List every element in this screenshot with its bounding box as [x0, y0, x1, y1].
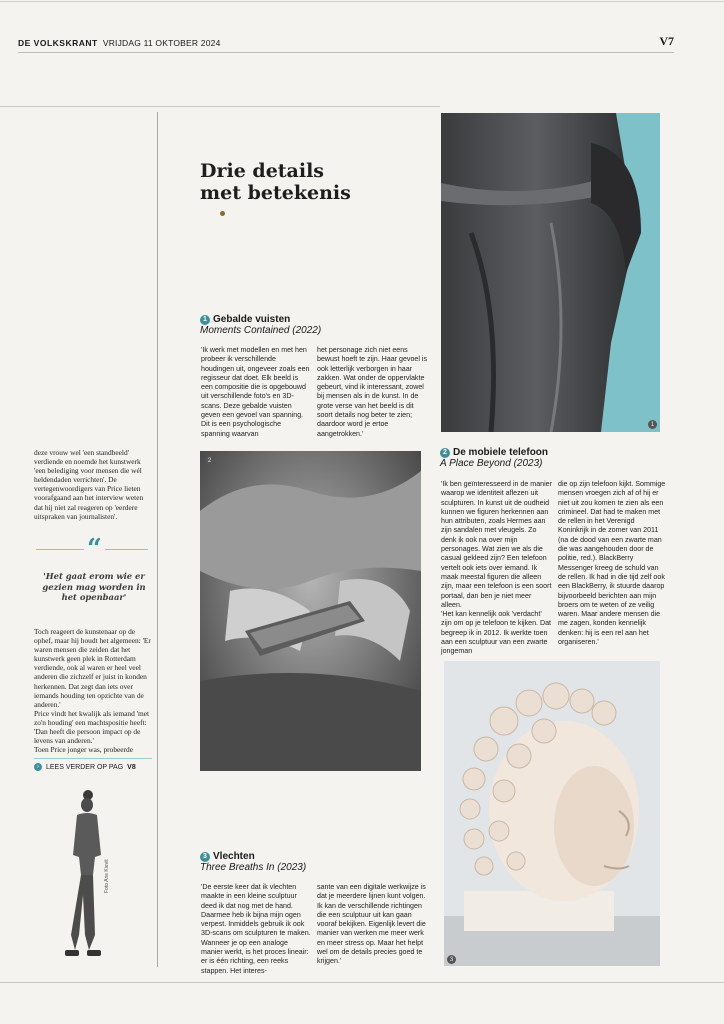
section-2-col-2: die op zijn telefoon kijkt. Sommige mensen vroegen zich af of hij er niet uit zou komen te zien als een crimineel. Dat had te maken met de rellen in het Verenigd Koninkrijk in de zomer van 2011 (na de dood van een zwarte man die was aangehouden door de politie, red.). BlackBerry Messenger kreeg de schuld van de rellen. Ik had in die tijd zelf ook een BlackBerry, ik stuurde daarop bijvoorbeeld berichten aan mijn broers om te weten of ze veilig waren. Maar andere mensen die me zagen, konden kennelijk denken: hij is een rel aan het organiseren.': [558, 480, 666, 647]
section-1-header: [200, 314, 430, 336]
photo-credit: Foto Arie Kievit: [104, 859, 110, 893]
section-3-title-text: Vlechten: [213, 851, 255, 862]
column-divider: [157, 112, 158, 967]
page-number: V7: [659, 34, 674, 48]
masthead-rule: [18, 52, 674, 53]
sculpture-head-image: [444, 661, 660, 966]
masthead: [18, 38, 221, 48]
ornament-dot: [220, 211, 225, 216]
photo-number-3: 3: [447, 955, 456, 964]
photo-number-1: 1: [648, 420, 657, 429]
paper-name: DE VOLKSKRANT: [18, 38, 98, 48]
section-2-header: [440, 447, 660, 469]
left-column-text-2: Toch reageert de kunstenaar op de ophef, maar hij houdt het algemeen: 'Er waren mensen die zeiden dat het kunstwerk geen plek in Rotterdam verdiende, ook al waren er heel veel anderen die zichzelf er juist in konden herkennen. Dat zegt dan iets over iemands houding ten opzichte van de anderen.' Price vindt het kwalijk als iemand 'met zo'n houding' een machtspositie heeft: 'Dan heeft die persoon impact op de levens van anderen.' Toen Price jonger was, probeerde: [34, 627, 151, 755]
headline-line-2: met betekenis: [200, 182, 351, 204]
section-3-col-2: sante van een digitale werkwijze is dat je meerdere lijnen kunt volgen. Ik kan de verschillende richtingen die een sculptuur uit kan gaan vooraf bekijken. Eigenlijk levert die manier van werken me meer werk en meer stress op. Maar het helpt wel om de details precies goed te krijgen.': [317, 883, 426, 966]
section-2-title-text: De mobiele telefoon: [453, 447, 549, 458]
section-3-title: [200, 851, 430, 862]
photo-braids: [444, 661, 660, 966]
section-1-title: [200, 314, 430, 325]
read-more-label: LEES VERDER OP PAG: [46, 763, 124, 771]
section-2-number: 2: [440, 448, 450, 458]
pullquote: 'Het gaat erom wie er gezien mag worden in het openbaar': [42, 571, 146, 602]
section-1-col-1: 'Ik werk met modellen en met hen probeer ik verschillende houdingen uit, ongeveer zoals een regisseur dat doet. Elk beeld is een compositie die is opgebouwd uit verschillende foto's en 3D-scans. Deze gebalde vuisten geven een gevoel van spanning. Dit is een psychologische spanning waarvan: [201, 346, 310, 438]
issue-date: VRIJDAG 11 OKTOBER 2024: [102, 38, 221, 48]
read-more-link[interactable]: [34, 758, 152, 771]
page-edge: [0, 1, 724, 2]
quote-mark-icon: “: [84, 536, 105, 562]
photo-mobile-phone: [200, 451, 421, 771]
divider-top: [0, 106, 440, 107]
section-3-subtitle: Three Breaths In (2023): [200, 862, 307, 873]
section-1-col-2: het personage zich niet eens bewust hoeft te zijn. Haar gevoel is ook letterlijk verborgen in haar zakken. Wat onder de oppervlakte gebeurt, vind ik interessant, zowel bij mensen als in de kunst. In de grote verse van het beeld is dit soort details nog beter te zien; daardoor word je ertoe aangetrokken.': [317, 346, 428, 438]
section-2-title: [440, 447, 660, 458]
section-3-header: [200, 851, 430, 873]
section-1-number: 1: [200, 315, 210, 325]
left-column-text-1: deze vrouw wel 'een standbeeld' verdiende en noemde het kunstwerk 'een belediging voor mensen die wél heldendaden verrichten'. De vertegenwoordigers van Price lieten voorafgaand aan het interview weten dat hij niet zal reageren op 'eerdere uitspraken van journalisten'.: [34, 448, 144, 521]
headline-line-1: Drie details: [200, 160, 325, 182]
section-3-col-1: 'De eerste keer dat ik vlechten maakte in een kleine sculptuur deed ik dat nog met de hand. Daarmee heb ik bijna mijn ogen verpest. Inmiddels gebruik ik ook 3D-scans om sculpturen te maken. Wanneer je op een analoge manier werkt, is het proces lineair: er is één richting, een reeks stappen. Het interes-: [201, 883, 311, 975]
photo-fists-in-pockets: [441, 113, 660, 432]
section-1-subtitle: Moments Contained (2022): [200, 325, 322, 336]
article-headline: [200, 160, 430, 204]
read-more-page: V8: [127, 763, 136, 771]
section-3-number: 3: [200, 852, 210, 862]
section-2-subtitle: A Place Beyond (2023): [440, 458, 543, 469]
photo-number-2: 2: [205, 456, 214, 465]
sculpture-trousers-image: [441, 113, 660, 432]
sculpture-phone-image: [200, 451, 421, 771]
section-2-col-1: 'Ik ben geïnteresseerd in de manier waarop we identiteit aflezen uit sculpturen. In kunst uit de oudheid kunnen we figuren herkennen aan hun attributen, zoals Hermes aan zijn sandalen met vleugels. Zo denk ik ook na over mijn personages. Wat zien we als die casual gekleed zijn? Een telefoon vertelt ook iets over iemand. Ik maak meestal figuren die alleen zijn, maar een telefoon is een soort portaal, dan ben je niet meer alleen. 'Het kan kennelijk ook 'verdacht' zijn om op je telefoon te kijken. Dat begreep ik in 2012. Ik werkte toen aan een sculptuur van een zwarte jongeman: [441, 480, 552, 656]
section-1-title-text: Gebalde vuisten: [213, 314, 291, 325]
divider-bottom: [0, 982, 724, 983]
arrow-bullet-icon: ›: [34, 763, 42, 771]
